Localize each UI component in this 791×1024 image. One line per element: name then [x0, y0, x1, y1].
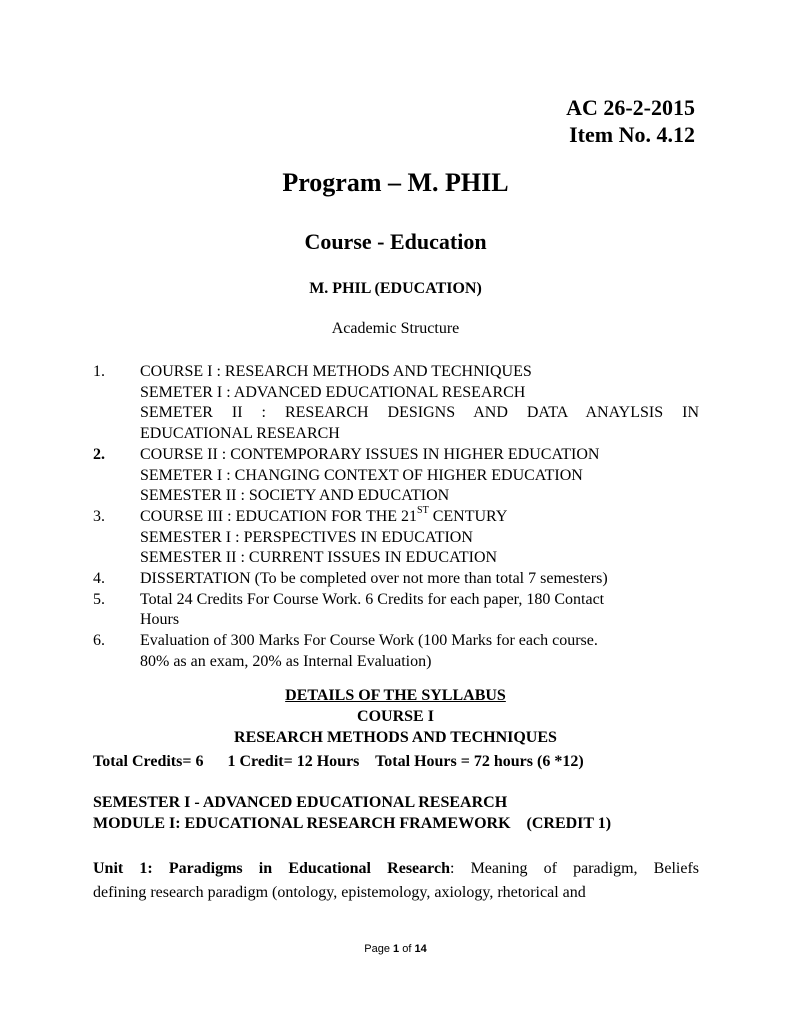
list-item — [93, 504, 699, 569]
ac-reference — [566, 94, 695, 148]
list-line: EDUCATIONAL RESEARCH — [140, 425, 340, 443]
credits-line: Total Credits= 6 1 Credit= 12 Hours Total Hours = 72 hours (6 *12) — [93, 753, 584, 770]
page-total: 14 — [414, 943, 427, 955]
list-number: 4. — [93, 570, 105, 588]
list-number: 3. — [93, 507, 105, 525]
list-line: Hours — [140, 611, 180, 629]
list-item — [93, 362, 699, 445]
list-line: SEMETER I : ADVANCED EDUCATIONAL RESEARCH — [140, 383, 526, 401]
list-line: Evaluation of 300 Marks For Course Work (100 Marks for each course. — [140, 632, 598, 650]
list-line: COURSE I : RESEARCH METHODS AND TECHNIQUES — [140, 363, 532, 380]
course-name-heading: RESEARCH METHODS AND TECHNIQUES — [234, 729, 557, 746]
unit-heading: Unit 1: Paradigms in Educational Research — [93, 860, 450, 877]
list-line: SEMETER II : RESEARCH DESIGNS AND DATA ANAYLSIS IN — [140, 404, 699, 422]
list-item — [93, 590, 699, 631]
list-line: SEMESTER I : PERSPECTIVES IN EDUCATION — [140, 528, 473, 546]
list-line: SEMETER I : CHANGING CONTEXT OF HIGHER EDUCATION — [140, 466, 583, 484]
page-footer: Page 1 of 14 — [364, 943, 427, 955]
list-number: 1. — [93, 363, 105, 380]
program-title: Program – M. PHIL — [282, 168, 509, 197]
unit-line: Unit 1: Paradigms in Educational Research: Meaning of paradigm, Beliefs — [93, 860, 700, 877]
module-heading: MODULE I: EDUCATIONAL RESEARCH FRAMEWORK (CREDIT 1) — [93, 815, 612, 832]
mphil-subtitle: M. PHIL (EDUCATION) — [309, 280, 482, 297]
list-item — [93, 631, 699, 672]
list-item — [93, 445, 699, 507]
list-line: 80% as an exam, 20% as Internal Evaluation) — [140, 652, 432, 670]
academic-structure-heading: Academic Structure — [331, 320, 460, 337]
page-number: 1 — [393, 943, 400, 955]
unit-line: defining research paradigm (ontology, epistemology, axiology, rhetorical and — [93, 884, 586, 901]
list-number: 6. — [93, 632, 105, 650]
unit-paragraph — [93, 857, 699, 905]
list-line: COURSE II : CONTEMPORARY ISSUES IN HIGHER EDUCATION — [140, 445, 600, 463]
course-title: Course - Education — [304, 229, 487, 254]
course-heading: COURSE I — [357, 708, 434, 725]
list-item — [93, 569, 699, 590]
syllabus-details-heading: DETAILS OF THE SYLLABUS — [285, 687, 506, 704]
list-line: SEMESTER II : CURRENT ISSUES IN EDUCATION — [140, 549, 498, 567]
list-line: Total 24 Credits For Course Work. 6 Credits for each paper, 180 Contact — [140, 590, 605, 608]
list-line: SEMESTER II : SOCIETY AND EDUCATION — [140, 487, 450, 505]
academic-structure-list — [93, 362, 699, 673]
item-number: Item No. 4.12 — [569, 122, 695, 147]
superscript-st: ST — [417, 504, 429, 516]
list-line: COURSE III : EDUCATION FOR THE 21ST CENTURY — [140, 504, 508, 525]
list-number: 5. — [93, 590, 105, 608]
semester-heading: SEMESTER I - ADVANCED EDUCATIONAL RESEARCH — [93, 794, 508, 811]
ac-date: AC 26-2-2015 — [566, 95, 695, 120]
list-line: DISSERTATION (To be completed over not more than total 7 semesters) — [140, 570, 608, 588]
list-number: 2. — [93, 445, 105, 463]
